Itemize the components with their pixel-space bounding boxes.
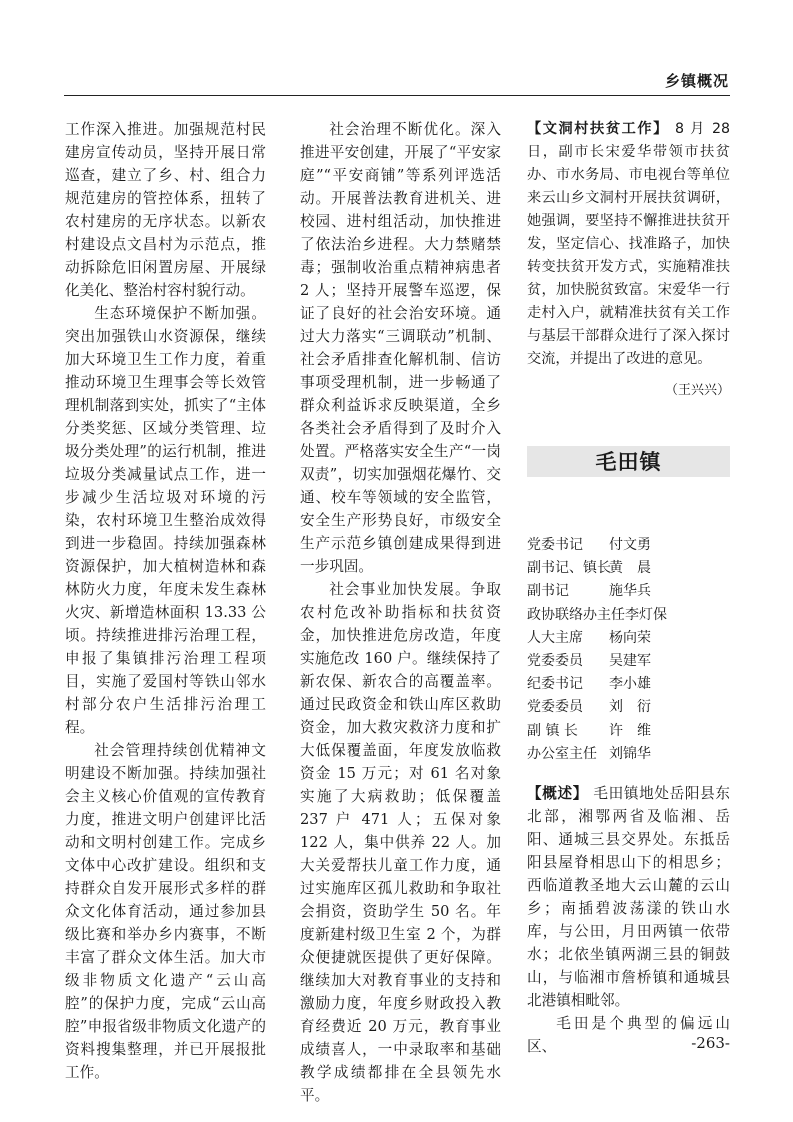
staff-row [527, 627, 730, 650]
staff-role: 副书记、镇长 [527, 560, 611, 577]
staff-role: 党委委员 [527, 653, 583, 670]
staff-role: 政协联络办主任 [527, 606, 625, 623]
staff-name: 杨向荣 [609, 629, 651, 646]
staff-row [527, 696, 730, 719]
staff-row [527, 557, 730, 580]
author: （王兴兴） [664, 383, 730, 398]
staff-role: 纪委书记 [527, 676, 583, 693]
overview-lead: 【概述】 [527, 785, 589, 802]
town-title: 毛田镇 [527, 446, 730, 477]
staff-role: 副书记 [527, 583, 569, 600]
staff-role: 副 镇 长 [527, 722, 578, 739]
staff-name: 施华兵 [609, 583, 651, 600]
page-number: -263- [691, 1034, 730, 1052]
staff-row [527, 720, 730, 743]
staff-name: 黄 晨 [609, 560, 651, 577]
paragraph: 生态环境保护不断加强。突出加强铁山水资源保，继续加大环境卫生工作力度，着重推动环境卫生理事会等长效管理机制落到实处，抓实了“主体分类奖惩、区域分类管理、垃圾分类处理”的运行机制，推进垃圾分类减量试点工作，进一步减少生活垃圾对环境的污染，农村环境卫生整治成效得到进一步稳固。持续加强森林资源保护，加大植树造林和森林防火力度，年度未发生森林火灾、新增造林面积 13.33 公顷。持续推进排污治理工程，申报了集镇排污治理工程项目，实施了爱国村等铁山邻水村部分农户生活排污治理工程。 [65, 305, 266, 736]
poverty-article [527, 118, 730, 371]
staff-row [527, 604, 730, 627]
paragraph: 工作深入推进。加强规范村民建房宣传动员，坚持开展日常巡查，建立了乡、村、组合力规范建房的管控体系，扭转了农村建房的无序状态。以新农村建设点文昌村为示范点，推动拆除危旧闲置房屋、开展绿化美化、整治村容村貌行动。 [65, 121, 266, 299]
paragraph: 社会治理不断优化。深入推进平安创建，开展了“平安家庭”“平安商铺”等系列评选活动。开展普法教育进机关、进校园、进村组活动，加快推进了依法治乡进程。大力禁赌禁毒；强制收治重点精神病患者 2 人；坚持开展警车巡逻，保证了良好的社会治安环境。通过大力落实“三调联动”机制、社会矛盾排查化解机制、信访事项受理机制，进一步畅通了群众利益诉求反映渠道，全乡各类社会矛盾得到了及时介入处置。严格落实安全生产“一岗双责”，切实加强烟花爆竹、交通、校车等领域的安全监管，安全生产形势良好，市级安全生产示范乡镇创建成果得到进一步巩固。 [300, 121, 501, 575]
column-2 [300, 118, 501, 1107]
staff-row [527, 650, 730, 673]
staff-name: 刘 衍 [609, 699, 651, 716]
column-3 [527, 118, 730, 402]
staff-name: 刘锦华 [609, 745, 651, 762]
section-header: 乡镇概况 [664, 72, 729, 90]
staff-list [527, 534, 730, 766]
staff-row [527, 534, 730, 557]
staff-name: 吴建军 [609, 653, 651, 670]
staff-row [527, 580, 730, 603]
paragraph: 社会管理持续创优精神文明建设不断加强。持续加强社会主义核心价值观的宣传教育力度，推进文明户创建评比活动和文明村创建工作。完成乡文体中心改扩建设。组织和支持群众自发开展形式多样的群众文化体育活动，通过参加县级比赛和举办乡内赛事，不断丰富了群众文体生活。加大市级非物质文化遗产“云山高腔”的保护力度，完成“云山高腔”申报省级非物质文化遗产的资料搜集整理，并已开展报批工作。 [65, 742, 266, 1081]
paragraph: 毛田是个典型的偏远山区、 [527, 1015, 730, 1055]
paragraph: 社会事业加快发展。争取农村危改补助指标和扶贫资金，加快推进危房改造，年度实施危改 160 户。继续保持了新农保、新农合的高覆盖率。通过民政资金和铁山库区救助资金，加大救灾救济力度和扩大低保覆盖面，年度发放临救资金 15 万元；对 61 名对象实施了大病救助；低保覆盖 237 户 471 人；五保对象 122 人，集中供养 22 人。加大关爱帮扶儿童工作力度，通过实施库区孤儿救助和争取社会捐资，资助学生 50 名。年度新建村级卫生室 2 个，为群众便捷就医提供了更好保障。继续加大对教育事业的支持和激励力度，年度乡财政投入教育经费近 20 万元，教育事业成绩喜人，一中录取率和基础教学成绩都排在全县领先水平。 [300, 581, 501, 1104]
overview [527, 782, 730, 1058]
staff-name: 李灯保 [625, 606, 667, 623]
article-text: 8 月 28 日，副市长宋爱华带领市扶贫办、市水务局、市电视台等单位来云山乡文洞村开展扶贫调研，她强调，要坚持不懈推进扶贫开发，坚定信心、找准路子，加快转变扶贫开发方式，实施精准扶贫，加快脱贫致富。宋爱华一行走村入户，就精准扶贫有关工作与基层干部群众进行了深入探讨交流，并提出了改进的意见。 [527, 121, 730, 367]
header-rule [64, 95, 730, 96]
article-lead: 【文洞村扶贫工作】 [527, 121, 669, 137]
staff-name: 李小雄 [609, 676, 651, 693]
staff-row [527, 743, 730, 766]
staff-role: 党委委员 [527, 699, 583, 716]
staff-role: 人大主席 [527, 629, 583, 646]
staff-role: 办公室主任 [527, 745, 597, 762]
staff-name: 许 维 [609, 722, 651, 739]
overview-paragraph [527, 782, 730, 1012]
staff-row [527, 673, 730, 696]
column-1 [65, 118, 266, 1084]
staff-role: 党委书记 [527, 537, 583, 553]
staff-name: 付文勇 [609, 537, 651, 553]
overview-text: 毛田镇地处岳阳县东北部，湘鄂两省及临湘、岳阳、通城三县交界处。东抵岳阳县屋脊相思山下的相思乡；西临道教圣地大云山麓的云山乡；南插碧波荡漾的铁山水库，与公田，月田两镇一依带水；北依坐镇两湖三县的铜鼓山，与临湘市詹桥镇和通城县北港镇相毗邻。 [527, 785, 730, 1009]
